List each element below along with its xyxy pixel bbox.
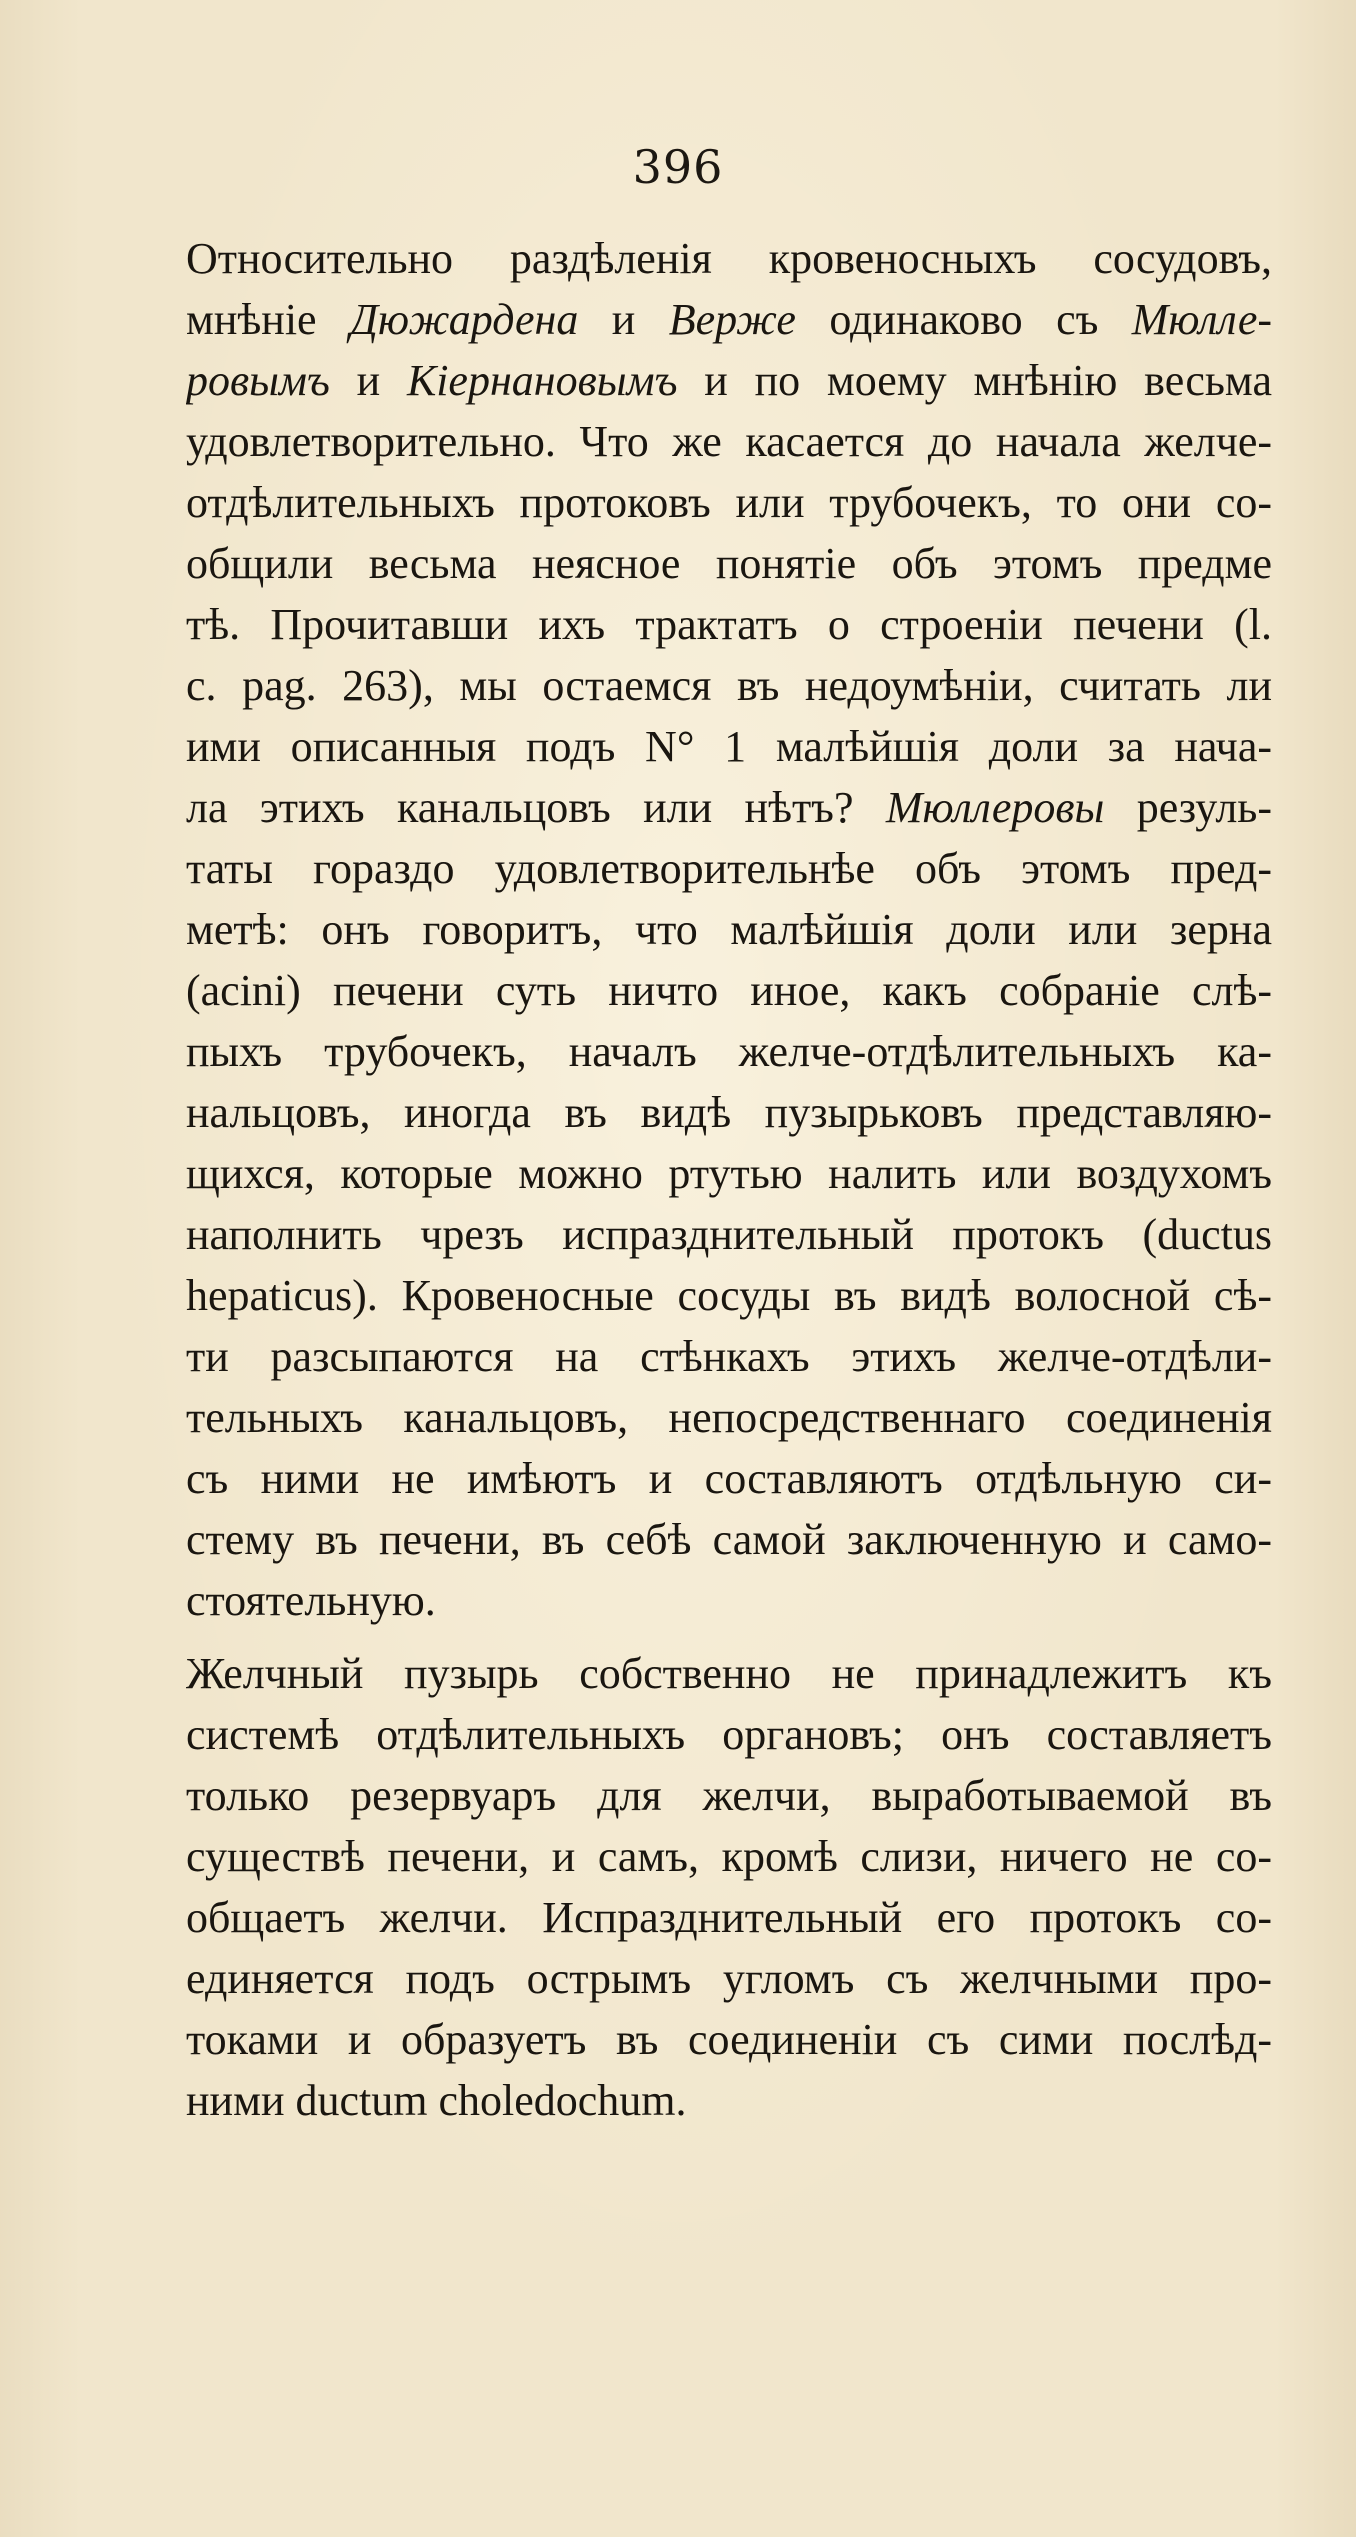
- paragraph-1-line: [186, 838, 1272, 899]
- paragraph-1-line: [186, 1448, 1272, 1509]
- paragraph-1-line: [186, 1387, 1272, 1448]
- text-run: нальцовъ, иногда въ видѣ пузырьковъ представляю-: [186, 1088, 1272, 1137]
- text-run: существѣ печени, и самъ, кромѣ слизи, ничего не со-: [186, 1832, 1272, 1881]
- paragraph-1-line: [186, 1204, 1272, 1265]
- text-run: наполнить чрезъ испразднительный протокъ (ductus: [186, 1210, 1272, 1259]
- text-run: и: [578, 295, 669, 344]
- paragraph-1-line: [186, 289, 1272, 350]
- text-run: системѣ отдѣлительныхъ органовъ; онъ составляетъ: [186, 1710, 1272, 1759]
- paragraph-1-line: [186, 1021, 1272, 1082]
- italic-name: Дюжардена: [350, 295, 579, 344]
- italic-name: ровымъ: [186, 356, 330, 405]
- paragraph-1-line: [186, 350, 1272, 411]
- page-number: 396: [632, 140, 724, 194]
- paragraph-2-line: [186, 1887, 1272, 1948]
- text-run: съ ними не имѣютъ и составляютъ отдѣльную си-: [186, 1454, 1272, 1503]
- text-run: одинаково съ: [795, 295, 1132, 344]
- paragraph-1-line: [186, 777, 1272, 838]
- paragraph-2-line: [186, 1948, 1272, 2009]
- italic-name: Мюлле-: [1131, 295, 1272, 344]
- paragraph-1-line: [186, 533, 1272, 594]
- paragraph-2-line: [186, 1643, 1272, 1704]
- text-run: общили весьма неясное понятіе объ этомъ предме: [186, 539, 1272, 588]
- paragraph-2: [186, 1643, 1272, 2131]
- text-run: (acini) печени суть ничто иное, какъ собраніе слѣ-: [186, 966, 1272, 1015]
- paragraph-1-line: [186, 716, 1272, 777]
- paragraph-1-line: [186, 1265, 1272, 1326]
- italic-name: Верже: [668, 295, 796, 344]
- paragraph-1-line: [186, 1143, 1272, 1204]
- text-run: токами и образуетъ въ соединеніи съ сими послѣд-: [186, 2015, 1272, 2064]
- paragraph-1-line: [186, 411, 1272, 472]
- text-run: пыхъ трубочекъ, началъ желче-отдѣлительныхъ ка-: [186, 1027, 1272, 1076]
- text-run: Относительно раздѣленія кровеносныхъ сосудовъ,: [186, 234, 1272, 283]
- paragraph-1-line: [186, 899, 1272, 960]
- paragraph-1-line: [186, 960, 1272, 1021]
- text-run: резуль-: [1104, 783, 1272, 832]
- paragraph-gap: [186, 1631, 1272, 1643]
- text-run: стоятельную.: [186, 1576, 436, 1625]
- paragraph-2-line: [186, 2009, 1272, 2070]
- paragraph-2-line: [186, 1826, 1272, 1887]
- paragraph-1: [186, 228, 1272, 1631]
- paragraph-1-line: [186, 1082, 1272, 1143]
- text-run: hepaticus). Кровеносные сосуды въ видѣ волосной сѣ-: [186, 1271, 1272, 1320]
- paragraph-1-line: [186, 1509, 1272, 1570]
- text-run: мнѣніе: [186, 295, 350, 344]
- text-run: и по моему мнѣнію весьма: [677, 356, 1272, 405]
- paragraph-2-line: [186, 1704, 1272, 1765]
- paragraph-1-line: [186, 1570, 1272, 1631]
- text-run: ими описанныя подъ N° 1 малѣйшія доли за нача-: [186, 722, 1272, 771]
- text-run: тѣ. Прочитавши ихъ трактатъ о строеніи печени (l.: [186, 600, 1272, 649]
- text-run: Желчный пузырь собственно не принадлежитъ къ: [186, 1649, 1272, 1698]
- italic-name: Мюллеровы: [885, 783, 1105, 832]
- text-run: общаетъ желчи. Испразднительный его протокъ со-: [186, 1893, 1272, 1942]
- italic-name: Кіернановымъ: [406, 356, 678, 405]
- text-block: [186, 228, 1272, 2131]
- paragraph-1-line: [186, 1326, 1272, 1387]
- text-run: только резервуаръ для желчи, выработываемой въ: [186, 1771, 1272, 1820]
- paragraph-2-line: [186, 2070, 1272, 2131]
- text-run: стему въ печени, въ себѣ самой заключенную и само-: [186, 1515, 1272, 1564]
- text-run: таты гораздо удовлетворительнѣе объ этомъ пред-: [186, 844, 1272, 893]
- text-run: ла этихъ канальцовъ или нѣтъ?: [186, 783, 886, 832]
- text-run: единяется подъ острымъ угломъ съ желчными про-: [186, 1954, 1272, 2003]
- text-run: тельныхъ канальцовъ, непосредственнаго соединенія: [186, 1393, 1272, 1442]
- text-run: щихся, которые можно ртутью налить или воздухомъ: [186, 1149, 1272, 1198]
- text-run: c. pag. 263), мы остаемся въ недоумѣніи, считать ли: [186, 661, 1272, 710]
- text-run: и: [329, 356, 407, 405]
- paragraph-1-line: [186, 655, 1272, 716]
- text-run: ними ductum choledochum.: [186, 2076, 687, 2125]
- paragraph-1-line: [186, 228, 1272, 289]
- paragraph-2-line: [186, 1765, 1272, 1826]
- text-run: удовлетворительно. Что же касается до начала желче-: [186, 417, 1272, 466]
- paragraph-1-line: [186, 472, 1272, 533]
- text-run: отдѣлительныхъ протоковъ или трубочекъ, то они со-: [186, 478, 1272, 527]
- text-run: ти разсыпаются на стѣнкахъ этихъ желче-отдѣли-: [186, 1332, 1272, 1381]
- paragraph-1-line: [186, 594, 1272, 655]
- text-run: метѣ: онъ говоритъ, что малѣйшія доли или зерна: [186, 905, 1272, 954]
